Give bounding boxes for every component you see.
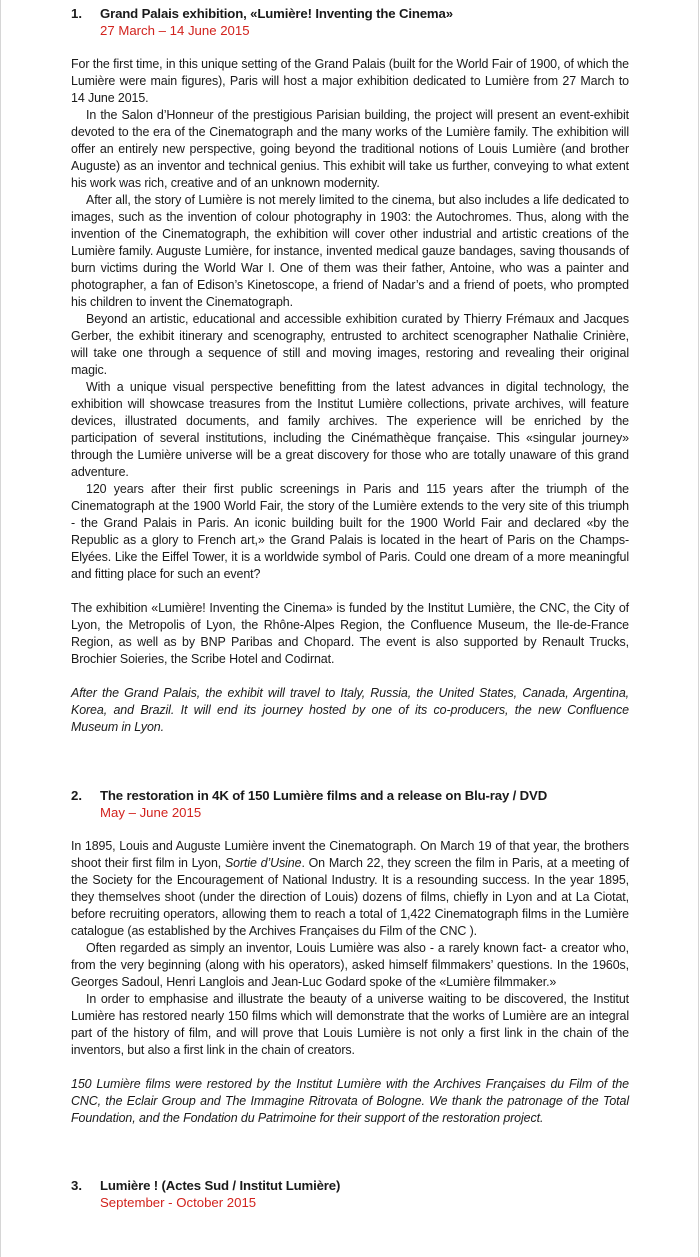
section-1-paragraph-2: In the Salon d’Honneur of the prestigious Parisian building, the project will present an event-exhibit devoted to the era of the Cinematograph and the many works of the Lumière family. The exhibition will offer an entirely new perspective, going beyond the traditional notions of Louis Lumière (and brother Auguste) as an inventor and technical genius. This exhibit will take us further, conveying to what extent his work was rich, creative and of an unknown modernity. — [71, 108, 629, 190]
section-2-paragraph-2: Often regarded as simply an inventor, Louis Lumière was also - a rarely known fact- a creator who, from the very beginning (along with his operators), asked himself filmmakers’ questions. In the 1960s, Georges Sadoul, Henri Langlois and Jean-Luc Godard spoke of the «Lumière filmmaker.» — [71, 941, 629, 989]
section-3-number: 3. — [71, 1178, 82, 1193]
section-2-note: 150 Lumière films were restored by the Institut Lumière with the Archives Françaises du Film of the CNC, the Eclair Group and The Immagine Ritrovata of Bologne. We thank the patronage of the Total Foundation, and the Fondation du Patrimoine for their support of the restoration project. — [71, 1077, 629, 1125]
section-1-paragraph-6: 120 years after their first public screenings in Paris and 115 years after the triumph of the Cinematograph at the 1900 World Fair, the story of the Lumière extends to the very site of this triumph - the Grand Palais in Paris. An iconic building built for the 1900 World Fair and declared «by the Republic as a glory to French art,» the Grand Palais is located in the heart of Paris on the Champs-Elyées. Like the Eiffel Tower, it is a worldwide symbol of Paris. Could one dream of a more meaningful and fitting place for such an event? — [71, 482, 629, 581]
section-3-heading — [71, 1177, 629, 1211]
section-1-body — [71, 56, 629, 736]
film-title: Sortie d’Usine — [224, 856, 302, 870]
page-edge-right — [698, 0, 699, 1257]
section-2-number: 2. — [71, 788, 82, 803]
section-2-body — [71, 838, 629, 1127]
section-2-paragraph-1 — [71, 838, 629, 940]
section-2-date: May – June 2015 — [100, 805, 202, 820]
section-2-paragraph-3: In order to emphasise and illustrate the beauty of a universe waiting to be discovered, the Institut Lumière has restored nearly 150 films which will demonstrate that the works of Lumière are an integral part of the history of film, and will prove that Louis Lumière is not only a first link in the chain of the inventors, but also a first link in the chain of creators. — [71, 992, 629, 1057]
section-1-funding: The exhibition «Lumière! Inventing the Cinema» is funded by the Institut Lumière, the CNC, the City of Lyon, the Metropolis of Lyon, the Rhône-Alpes Region, the Confluence Museum, the Ile-de-France Region, as well as by BNP Paribas and Chopard. The event is also supported by Renault Trucks, Brochier Soieries, the Scribe Hotel and Codirnat. — [71, 601, 629, 666]
section-1-title: Grand Palais exhibition, «Lumière! Inventing the Cinema» — [100, 6, 453, 21]
section-1-paragraph-5: With a unique visual perspective benefitting from the latest advances in digital technology, the exhibition will showcase treasures from the Institut Lumière collections, private archives, will feature devices, illustrated documents, and family archives. The experience will be enriched by the participation of several institutions, including the Cinémathèque française. This «singular journey» through the Lumière universe will be a great discovery for those who are totally unaware of this grand adventure. — [71, 380, 629, 479]
section-1-paragraph-4: Beyond an artistic, educational and accessible exhibition curated by Thierry Frémaux and Jacques Gerber, the exhibit itinerary and scenography, entrusted to architect scenographer Nathalie Crinière, will take one through a sequence of still and moving images, restoring and revealing their original magic. — [71, 312, 629, 377]
section-3-date: September - October 2015 — [100, 1195, 257, 1210]
document-page — [71, 5, 629, 1211]
page-edge-left — [0, 0, 1, 1257]
section-3-title: Lumière ! (Actes Sud / Institut Lumière) — [100, 1178, 341, 1193]
section-1-heading — [71, 5, 629, 39]
section-1-note: After the Grand Palais, the exhibit will travel to Italy, Russia, the United States, Canada, Argentina, Korea, and Brazil. It will end its journey hosted by one of its co-producers, the new Confluence Museum in Lyon. — [71, 686, 629, 734]
section-1-paragraph-3: After all, the story of Lumière is not merely limited to the cinema, but also includes a life dedicated to images, such as the invention of colour photography in 1903: the Autochromes. Thus, along with the invention of the Cinematograph, the exhibition will cover other industrial and artistic creations of the Lumière family. Auguste Lumière, for instance, invented medical gauze bandages, saving thousands of burn victims during the World War I. One of them was their father, Antoine, who was a painter and photographer, a fan of Edison’s Kinetoscope, a friend of Nadar’s and a friend of poets, who prompted his children to invent the Cinematograph. — [71, 193, 629, 309]
section-1-date: 27 March – 14 June 2015 — [100, 23, 250, 38]
section-1-paragraph-1: For the first time, in this unique setting of the Grand Palais (built for the World Fair of 1900, of which the Lumière were main figures), Paris will host a major exhibition dedicated to Lumière from 27 March to 14 June 2015. — [71, 57, 629, 105]
section-2-paragraph-1-end: . On March 22, they screen the film in Paris, at a meeting of the Society for the Encouragement of National Industry. It is a resounding success. In the year 1895, they themselves shoot (under the direction of Louis) dozens of films, chiefly in Lyon and at La Ciotat, before recruiting operators, allowing them to reach a total of 1,422 Cinematograph films in the Lumière catalogue (as established by the Archives Françaises du Film of the CNC ). — [71, 856, 629, 938]
section-2-heading — [71, 787, 629, 821]
section-2-title: The restoration in 4K of 150 Lumière films and a release on Blu-ray / DVD — [100, 788, 548, 803]
section-1-number: 1. — [71, 6, 82, 21]
section-2-paragraph-1-start: In 1895, Louis and Auguste Lumière invent the Cinematograph. On March 19 of that year, the brothers shoot their first film in Lyon, — [71, 839, 629, 870]
